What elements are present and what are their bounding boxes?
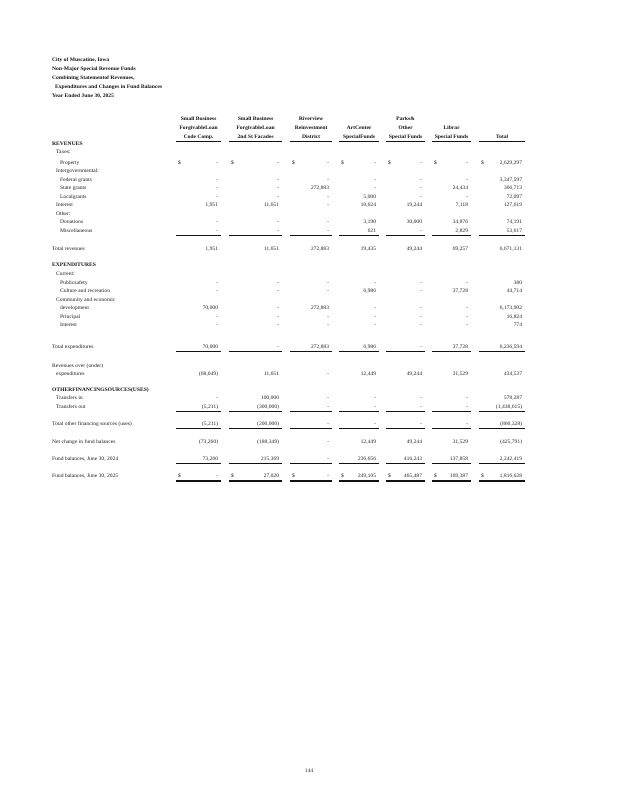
cell-value: 44,714 xyxy=(506,288,522,294)
cell-value: 5,000 xyxy=(363,194,376,200)
column-header: ForgivableLoan xyxy=(179,125,218,131)
cell-value: 6,173,902 xyxy=(499,305,522,311)
row-underline xyxy=(479,463,525,464)
cell-value: 70,000 xyxy=(202,305,218,311)
cell-value: - xyxy=(277,185,279,191)
cell-value: 2,829 xyxy=(455,228,468,234)
currency-symbol: $ xyxy=(481,160,484,166)
cell-value: 12,449 xyxy=(360,371,376,377)
cell-value: - xyxy=(420,228,422,234)
cell-value: 137,858 xyxy=(449,456,468,462)
cell-value: - xyxy=(374,177,376,183)
row-label: Culture and recreation xyxy=(60,288,111,294)
cell-value: - xyxy=(327,473,329,479)
row-underline xyxy=(479,480,525,482)
page-number: 144 xyxy=(304,768,314,774)
row-underline xyxy=(432,351,471,352)
cell-value: (1,438,615) xyxy=(495,404,522,410)
row-underline xyxy=(229,411,282,412)
cell-value: 37,728 xyxy=(452,344,468,350)
cell-value: 380 xyxy=(513,280,522,286)
cell-value: - xyxy=(466,177,468,183)
column-header: 2nd St Facades xyxy=(237,134,274,140)
currency-symbol: $ xyxy=(231,473,234,479)
cell-value: 72,097 xyxy=(506,194,522,200)
row-underline xyxy=(290,428,332,429)
cell-value: 3,190 xyxy=(363,219,376,225)
row-underline xyxy=(176,463,221,464)
row-underline xyxy=(290,351,332,352)
row-underline xyxy=(386,235,425,236)
cell-value: 100,000 xyxy=(260,395,279,401)
cell-value: - xyxy=(327,202,329,208)
header-underline xyxy=(386,141,425,142)
currency-symbol: $ xyxy=(178,160,181,166)
currency-symbol: $ xyxy=(292,473,295,479)
cell-value: - xyxy=(420,322,422,328)
cell-value: 272,883 xyxy=(310,185,329,191)
cell-value: 69,257 xyxy=(452,246,468,252)
cell-value: 236,656 xyxy=(357,456,376,462)
cell-value: - xyxy=(216,160,218,166)
title-line: City of Muscatine, Iowa xyxy=(52,57,110,63)
row-underline xyxy=(290,411,332,412)
cell-value: 24,434 xyxy=(452,185,468,191)
row-underline xyxy=(386,428,425,429)
cell-value: - xyxy=(277,219,279,225)
column-header: Code Comp. xyxy=(183,134,214,140)
currency-symbol: $ xyxy=(388,473,391,479)
cell-value: - xyxy=(216,322,218,328)
column-header: District xyxy=(301,134,321,140)
currency-symbol: $ xyxy=(481,473,484,479)
cell-value: 621 xyxy=(367,228,376,234)
row-label: Total revenues xyxy=(52,246,85,252)
cell-value: - xyxy=(277,160,279,166)
cell-value: - xyxy=(420,395,422,401)
row-label: Interest xyxy=(60,322,77,328)
currency-symbol: $ xyxy=(178,473,181,479)
cell-value: 434,537 xyxy=(503,371,522,377)
currency-symbol: $ xyxy=(434,473,437,479)
row-underline xyxy=(229,480,282,482)
cell-value: - xyxy=(374,421,376,427)
column-header: Librar xyxy=(443,125,460,131)
cell-value: - xyxy=(277,194,279,200)
cell-value: - xyxy=(277,322,279,328)
cell-value: - xyxy=(374,322,376,328)
row-underline xyxy=(479,428,525,429)
cell-value: - xyxy=(466,305,468,311)
row-label: Fund balances, June 30, 2024 xyxy=(52,456,119,462)
title-line: Year Ended June 30, 2025 xyxy=(52,93,114,99)
row-label: Miscellaneous xyxy=(60,228,93,234)
row-underline xyxy=(176,480,221,482)
header-underline xyxy=(290,141,332,142)
cell-value: 249,105 xyxy=(357,473,376,479)
cell-value: - xyxy=(216,194,218,200)
cell-value: (425,791) xyxy=(500,439,522,445)
cell-value: (200,000) xyxy=(257,421,279,427)
cell-value: - xyxy=(420,280,422,286)
row-underline xyxy=(229,235,282,236)
cell-value: 272,883 xyxy=(310,246,329,252)
cell-value: - xyxy=(466,160,468,166)
cell-value: - xyxy=(216,314,218,320)
cell-value: 774 xyxy=(513,322,522,328)
cell-value: - xyxy=(466,280,468,286)
cell-value: - xyxy=(277,228,279,234)
cell-value: 31,529 xyxy=(452,439,468,445)
cell-value: - xyxy=(420,305,422,311)
row-underline xyxy=(386,411,425,412)
currency-symbol: $ xyxy=(388,160,391,166)
cell-value: - xyxy=(327,395,329,401)
row-underline xyxy=(339,480,379,482)
cell-value: - xyxy=(374,185,376,191)
row-underline xyxy=(432,411,471,412)
cell-value: 53,617 xyxy=(506,228,522,234)
title-line: Expenditures and Changes in Fund Balances xyxy=(55,84,162,90)
header-underline xyxy=(176,141,221,142)
cell-value: 34,876 xyxy=(452,219,468,225)
cell-value: 73,260 xyxy=(202,456,218,462)
row-label: Transfers in xyxy=(56,395,83,401)
cell-value: - xyxy=(327,421,329,427)
cell-value: 12,449 xyxy=(360,439,376,445)
row-underline xyxy=(479,411,525,412)
cell-value: 1,951 xyxy=(205,246,218,252)
row-label: Interest xyxy=(56,202,73,208)
row-label: development xyxy=(60,305,89,311)
cell-value: - xyxy=(420,404,422,410)
row-underline xyxy=(229,351,282,352)
row-underline xyxy=(432,463,471,464)
currency-symbol: $ xyxy=(231,160,234,166)
column-header: Total xyxy=(495,134,509,140)
column-header: SpecialFunds xyxy=(342,134,376,140)
row-label: Donations xyxy=(60,219,83,225)
cell-value: - xyxy=(420,344,422,350)
cell-value: 3,347,597 xyxy=(499,177,522,183)
row-label: EXPENDITURES xyxy=(52,262,96,268)
row-underline xyxy=(386,480,425,482)
row-underline xyxy=(290,480,332,482)
cell-value: 578,287 xyxy=(503,395,522,401)
row-underline xyxy=(432,480,471,482)
cell-value: 2,629,297 xyxy=(499,160,522,166)
column-header: ForgivableLoan xyxy=(236,125,275,131)
row-label: Localgrants xyxy=(60,194,87,200)
cell-value: - xyxy=(216,219,218,225)
column-header: ArtCenter xyxy=(346,125,372,131)
currency-symbol: $ xyxy=(341,473,344,479)
cell-value: 6,671,131 xyxy=(499,246,522,252)
cell-value: - xyxy=(277,305,279,311)
cell-value: - xyxy=(327,371,329,377)
cell-value: 127,619 xyxy=(503,202,522,208)
cell-value: - xyxy=(327,314,329,320)
row-label: Other: xyxy=(56,211,71,217)
row-label: expenditures xyxy=(56,371,85,377)
row-underline xyxy=(229,428,282,429)
cell-value: 70,000 xyxy=(202,344,218,350)
cell-value: - xyxy=(466,395,468,401)
cell-value: - xyxy=(277,177,279,183)
cell-value: - xyxy=(216,228,218,234)
row-label: Federal grants xyxy=(60,177,92,183)
cell-value: - xyxy=(327,456,329,462)
title-line: Combining Statementof Revenues, xyxy=(52,75,135,81)
row-underline xyxy=(339,411,379,412)
cell-value: - xyxy=(327,228,329,234)
row-label: Revenues over (under) xyxy=(52,363,103,369)
cell-value: - xyxy=(327,219,329,225)
cell-value: - xyxy=(277,314,279,320)
title-line: Non-Major Special Revenue Funds xyxy=(52,66,136,72)
row-label: State grants xyxy=(60,185,87,191)
cell-value: - xyxy=(327,288,329,294)
column-header: Small Business xyxy=(237,116,274,122)
row-label: Transfers out xyxy=(56,404,86,410)
cell-value: 272,883 xyxy=(310,344,329,350)
cell-value: - xyxy=(420,177,422,183)
row-underline xyxy=(176,235,221,236)
cell-value: 7,118 xyxy=(455,202,468,208)
cell-value: - xyxy=(374,160,376,166)
row-label: Net change in fund balances xyxy=(52,439,116,445)
cell-value: 366,713 xyxy=(503,185,522,191)
cell-value: 465,487 xyxy=(403,473,422,479)
row-label: Property xyxy=(60,160,80,166)
column-header: Special Funds xyxy=(434,134,469,140)
cell-value: 416,243 xyxy=(403,456,422,462)
cell-value: (188,349) xyxy=(257,439,279,445)
cell-value: 19,435 xyxy=(360,246,376,252)
cell-value: 272,883 xyxy=(310,305,329,311)
cell-value: - xyxy=(374,404,376,410)
row-underline xyxy=(290,463,332,464)
cell-value: - xyxy=(374,314,376,320)
cell-value: (5,211) xyxy=(201,404,218,410)
row-underline xyxy=(176,428,221,429)
cell-value: - xyxy=(327,160,329,166)
cell-value: (73,260) xyxy=(198,439,218,445)
column-header: Riverview xyxy=(298,116,324,122)
cell-value: - xyxy=(216,288,218,294)
cell-value: - xyxy=(327,194,329,200)
cell-value: 6,986 xyxy=(363,344,376,350)
row-label: Community and economic xyxy=(56,297,116,303)
cell-value: 49,244 xyxy=(406,439,422,445)
cell-value: 6,986 xyxy=(363,288,376,294)
row-label: Publicsafety xyxy=(60,280,88,286)
row-underline xyxy=(432,235,471,236)
cell-value: - xyxy=(374,395,376,401)
cell-value: - xyxy=(466,314,468,320)
cell-value: 30,000 xyxy=(406,219,422,225)
cell-value: - xyxy=(216,473,218,479)
cell-value: (68,049) xyxy=(198,371,218,377)
row-label: OTHERFINANCINGSOURCES(USES) xyxy=(52,387,149,393)
cell-value: - xyxy=(420,288,422,294)
row-label: Fund balances, June 30, 2025 xyxy=(52,473,119,479)
cell-value: 37,728 xyxy=(452,288,468,294)
header-underline xyxy=(479,141,525,142)
column-header: Small Business xyxy=(180,116,217,122)
cell-value: - xyxy=(420,185,422,191)
column-header: Reinvestment xyxy=(294,125,328,131)
column-header: Other xyxy=(398,125,413,131)
cell-value: 27,020 xyxy=(263,473,279,479)
header-underline xyxy=(339,141,379,142)
cell-value: - xyxy=(327,280,329,286)
cell-value: 169,387 xyxy=(449,473,468,479)
cell-value: (5,211) xyxy=(201,421,218,427)
cell-value: (300,000) xyxy=(257,404,279,410)
cell-value: - xyxy=(277,280,279,286)
row-label: REVENUES xyxy=(52,141,83,147)
currency-symbol: $ xyxy=(341,160,344,166)
row-label: Intergovernmental: xyxy=(56,168,99,174)
row-underline xyxy=(176,351,221,352)
header-underline xyxy=(229,141,282,142)
cell-value: 10,624 xyxy=(360,202,376,208)
cell-value: 49,244 xyxy=(406,246,422,252)
cell-value: - xyxy=(327,439,329,445)
cell-value: - xyxy=(216,395,218,401)
cell-value: - xyxy=(420,160,422,166)
cell-value: 1,816,628 xyxy=(499,473,522,479)
header-underline xyxy=(432,141,471,142)
column-header: Special Funds xyxy=(388,134,423,140)
row-underline xyxy=(229,463,282,464)
cell-value: - xyxy=(216,177,218,183)
row-underline xyxy=(386,351,425,352)
currency-symbol: $ xyxy=(434,160,437,166)
row-underline xyxy=(479,235,525,236)
cell-value: 49,244 xyxy=(406,371,422,377)
cell-value: - xyxy=(216,185,218,191)
row-label: Total expenditures xyxy=(52,344,94,350)
cell-value: (860,328) xyxy=(500,421,522,427)
row-label: Taxes: xyxy=(56,149,71,155)
cell-value: - xyxy=(466,404,468,410)
row-underline xyxy=(176,411,221,412)
cell-value: 31,529 xyxy=(452,371,468,377)
cell-value: 215,369 xyxy=(260,456,279,462)
row-underline xyxy=(339,463,379,464)
cell-value: - xyxy=(327,404,329,410)
row-label: Principal xyxy=(60,314,81,320)
row-underline xyxy=(386,463,425,464)
cell-value: - xyxy=(466,322,468,328)
row-underline xyxy=(479,351,525,352)
cell-value: 6,236,594 xyxy=(499,344,522,350)
cell-value: 2,242,419 xyxy=(499,456,522,462)
cell-value: - xyxy=(374,280,376,286)
row-label: Total other financing sources (uses) xyxy=(52,421,132,427)
row-underline xyxy=(432,428,471,429)
cell-value: - xyxy=(420,194,422,200)
row-underline xyxy=(339,351,379,352)
cell-value: - xyxy=(277,344,279,350)
row-underline xyxy=(339,428,379,429)
cell-value: 74,191 xyxy=(506,219,522,225)
cell-value: - xyxy=(327,177,329,183)
cell-value: 19,244 xyxy=(406,202,422,208)
cell-value: - xyxy=(420,421,422,427)
cell-value: - xyxy=(466,421,468,427)
row-underline xyxy=(290,235,332,236)
cell-value: 16,824 xyxy=(506,314,522,320)
cell-value: - xyxy=(327,322,329,328)
row-label: Current: xyxy=(56,271,75,277)
cell-value: - xyxy=(420,314,422,320)
cell-value: 11,651 xyxy=(263,202,279,208)
row-underline xyxy=(339,235,379,236)
cell-value: 1,951 xyxy=(205,202,218,208)
cell-value: - xyxy=(277,288,279,294)
column-header: Parks& xyxy=(396,116,415,122)
cell-value: 11,651 xyxy=(263,371,279,377)
cell-value: 11,651 xyxy=(263,246,279,252)
cell-value: - xyxy=(466,194,468,200)
cell-value: - xyxy=(374,305,376,311)
currency-symbol: $ xyxy=(292,160,295,166)
cell-value: - xyxy=(216,280,218,286)
